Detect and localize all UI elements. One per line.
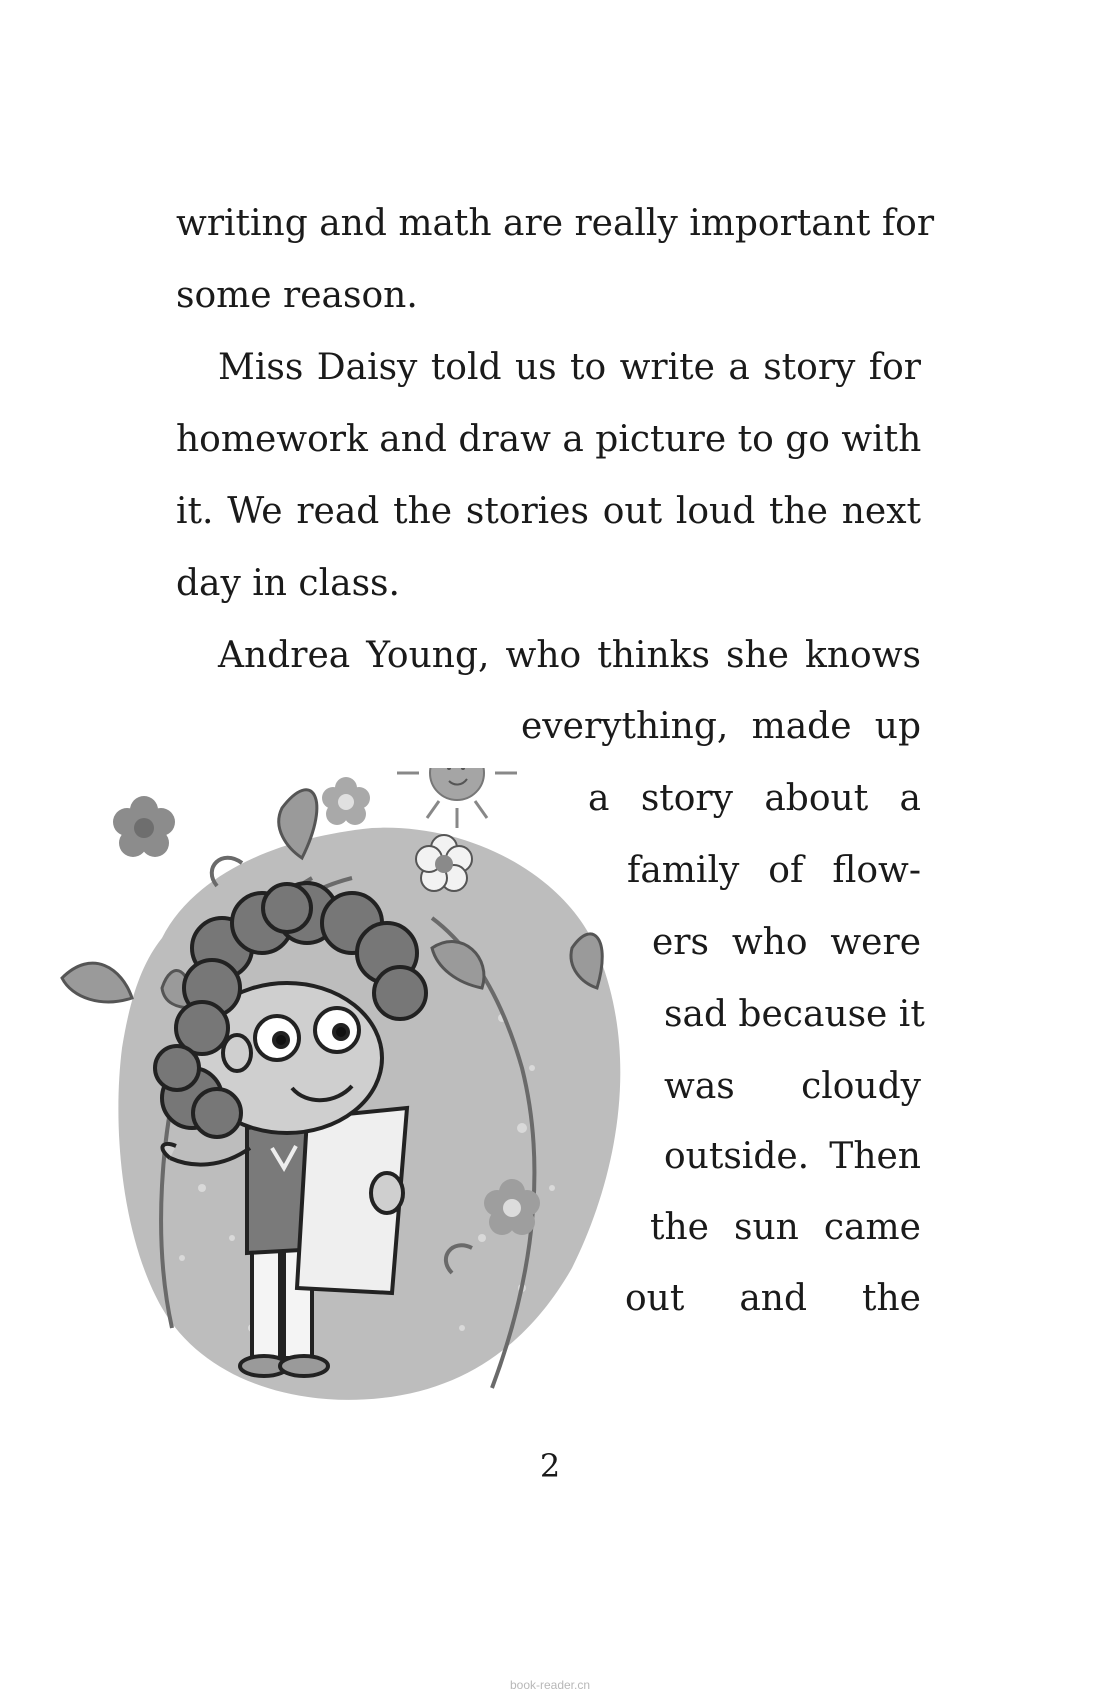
text-line-6: day in class. <box>176 563 400 604</box>
page-number: 2 <box>539 1447 561 1485</box>
text-line-8: everything, made up <box>521 706 921 747</box>
sun-icon <box>397 768 517 828</box>
girl-with-story-illustration <box>52 768 632 1418</box>
text-line-7: Andrea Young, who thinks she knows <box>218 635 921 676</box>
watermark-text: book-reader.cn <box>509 1678 591 1692</box>
text-line-16: out and the <box>625 1278 921 1319</box>
text-line-1: writing and math are really important for <box>176 203 935 244</box>
text-line-9: a story about a <box>588 778 921 819</box>
text-line-3: Miss Daisy told us to write a story for <box>218 347 921 388</box>
text-line-13: was cloudy <box>664 1066 921 1107</box>
text-line-14: outside. Then <box>664 1136 921 1177</box>
text-line-12: sad because it <box>664 994 925 1035</box>
text-line-15: the sun came <box>650 1207 921 1248</box>
text-line-2: some reason. <box>176 275 418 316</box>
text-line-10: family of flow- <box>627 850 921 891</box>
text-line-5: it. We read the stories out loud the next <box>176 491 921 532</box>
text-line-4: homework and draw a picture to go with <box>176 419 922 460</box>
text-line-11: ers who were <box>652 922 921 963</box>
